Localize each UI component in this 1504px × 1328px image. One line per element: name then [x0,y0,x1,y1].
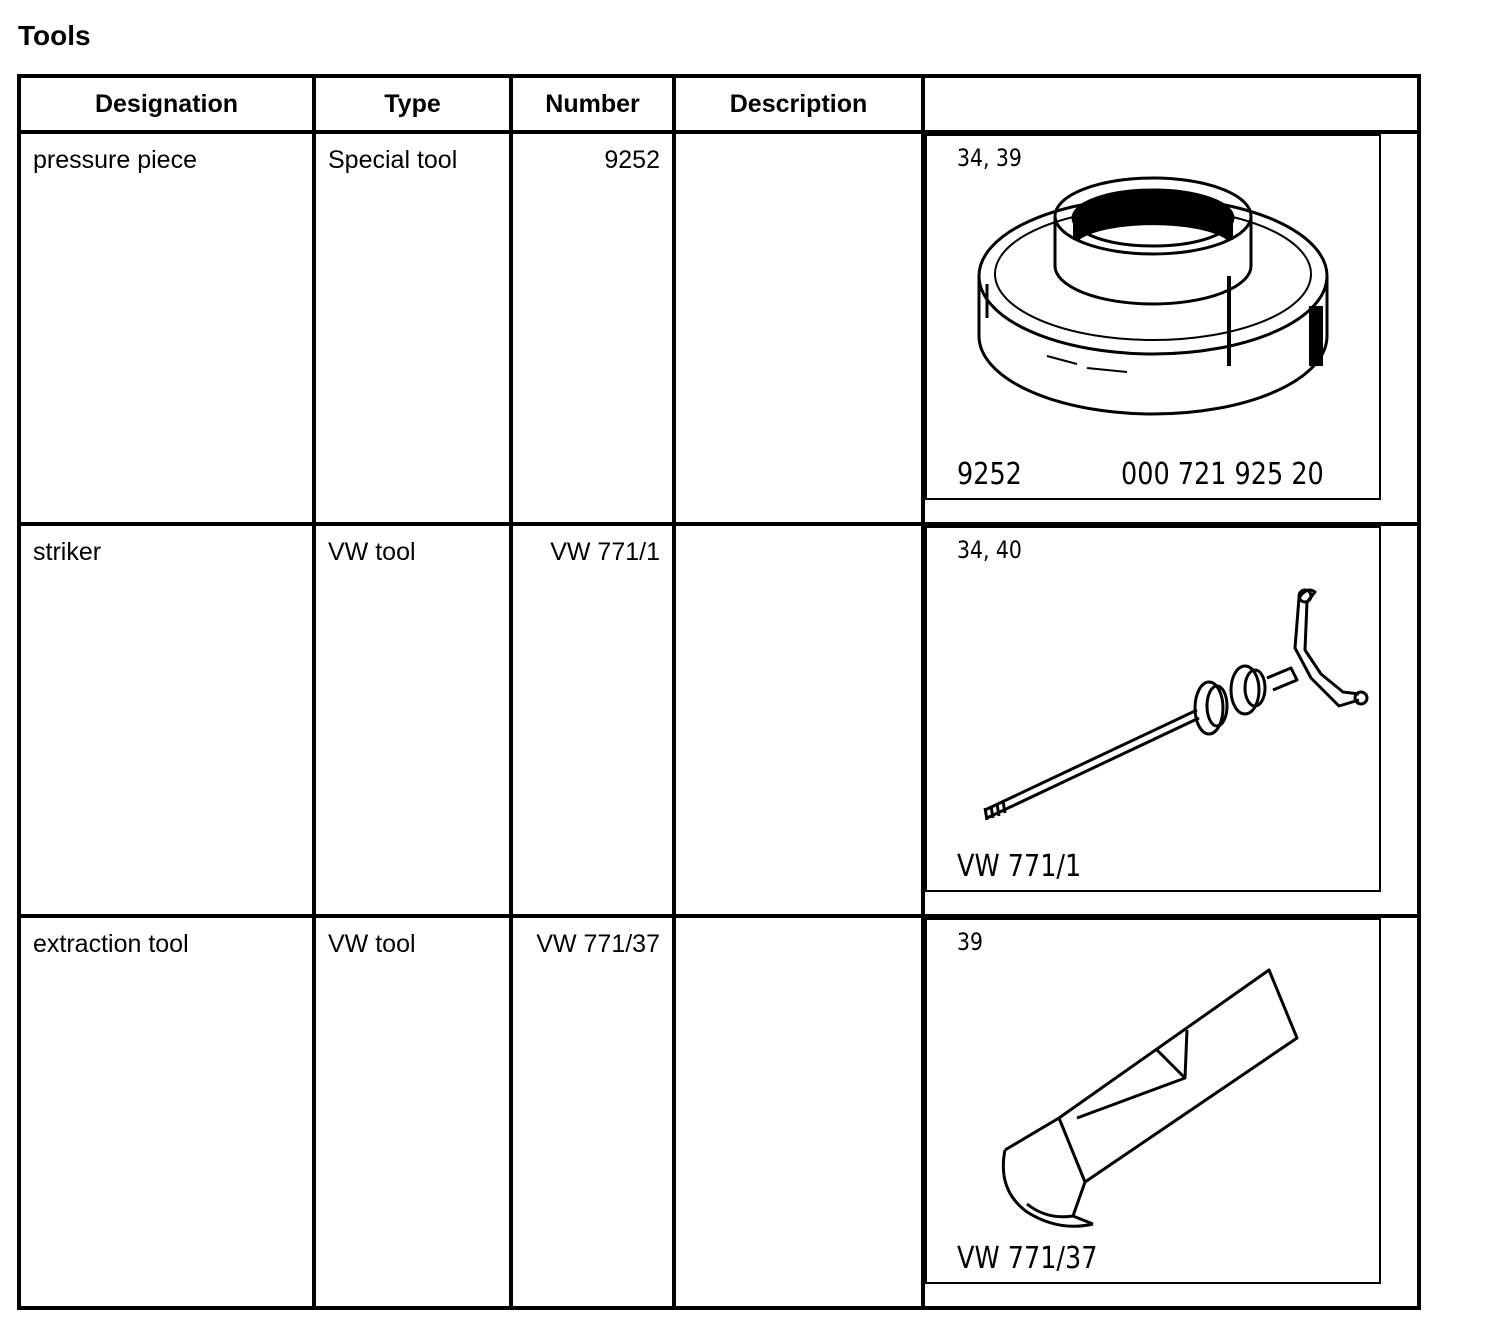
table-row [19,916,1419,1308]
description-cell [674,132,923,524]
designation-cell [19,132,314,524]
description-text [676,134,921,146]
description-text [676,526,921,538]
type-cell [314,524,511,916]
tool-figure [925,526,1381,892]
number-cell [511,132,674,524]
column-header-designation: Designation [19,76,314,132]
number-text: VW 771/37 [536,930,660,958]
table-row [19,132,1419,524]
figure-label: 9252 [957,457,1022,492]
column-header-type: Type [314,76,511,132]
number-text: VW 771/1 [550,538,660,566]
image-cell [923,916,1419,1308]
type-text: VW tool [328,930,416,958]
striker-drawing-icon [927,528,1379,890]
tools-table [17,74,1421,1310]
image-cell [923,524,1419,916]
tool-figure [925,134,1381,500]
page-title: Tools [18,20,91,51]
figure-label: VW 771/37 [957,1241,1098,1276]
figure-label: VW 771/1 [957,849,1082,884]
description-cell [674,916,923,1308]
table-row [19,524,1419,916]
column-header-image [923,76,1419,132]
figure-part-number: 000 721 925 20 [1121,457,1324,492]
tool-figure [925,918,1381,1284]
extraction-tool-drawing-icon [927,920,1379,1282]
image-cell [923,132,1419,524]
number-text: 9252 [604,146,660,174]
type-cell [314,916,511,1308]
description-text [676,918,921,930]
figure-ref: 34, 40 [957,536,1022,564]
column-header-number: Number [511,76,674,132]
designation-cell [19,916,314,1308]
designation-text: striker [33,538,102,566]
type-text: VW tool [328,538,416,566]
table-header-row [19,76,1419,132]
designation-cell [19,524,314,916]
figure-ref: 34, 39 [957,144,1022,172]
designation-text: pressure piece [33,146,197,174]
number-cell [511,916,674,1308]
number-cell [511,524,674,916]
figure-ref: 39 [957,928,983,956]
type-cell [314,132,511,524]
description-cell [674,524,923,916]
type-text: Special tool [328,146,458,174]
column-header-description: Description [674,76,923,132]
designation-text: extraction tool [33,930,189,958]
pressure-piece-drawing-icon [927,136,1379,498]
